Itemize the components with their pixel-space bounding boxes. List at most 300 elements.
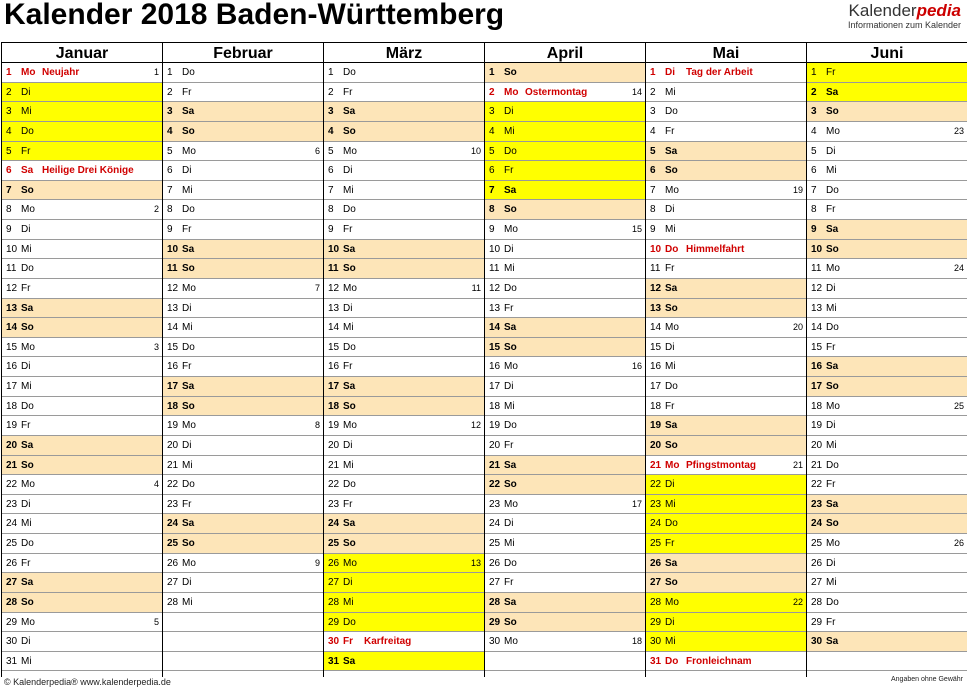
month-column-5 [806,42,967,677]
day-row [324,83,484,103]
day-number: 14 [650,322,662,334]
day-number: 24 [650,518,662,530]
day-row [163,475,323,495]
day-number: 1 [328,67,334,78]
day-number: 20 [489,439,501,451]
weekday: Fr [826,67,836,78]
day-row [646,632,806,652]
day-number: 4 [811,125,817,137]
week-number: 19 [792,184,803,195]
weekday: Fr [665,538,675,549]
day-number: 19 [489,420,501,432]
day-number: 7 [167,184,173,196]
day-row [2,652,162,672]
weekday: Di [21,361,31,373]
weekday: Sa [343,243,356,255]
day-number: 1 [6,67,12,78]
weekday: Do [504,282,517,294]
day-row [646,142,806,162]
day-number: 9 [489,224,495,235]
weekday: Sa [665,420,678,432]
day-number: 22 [167,479,179,491]
weekday: Mi [21,243,32,255]
weekday: Mi [21,106,32,118]
weekday: So [21,322,34,334]
weekday: Fr [665,400,675,412]
day-row [807,181,967,201]
day-number: 8 [489,204,495,216]
weekday: Do [826,184,839,196]
day-row [485,456,645,476]
weekday: Sa [665,282,678,294]
day-row [163,397,323,417]
month-header: Januar [2,42,162,63]
day-row [163,573,323,593]
day-row [646,652,806,672]
day-row [807,475,967,495]
weekday: Di [21,636,31,648]
weekday: So [665,577,678,589]
day-number: 9 [811,224,817,235]
day-row [163,318,323,338]
weekday: Do [21,538,34,549]
weekday: Di [182,165,192,177]
week-number: 21 [792,459,803,470]
weekday: Sa [21,165,34,177]
weekday: Mi [182,322,193,334]
weekday: Di [504,381,514,392]
day-row [485,299,645,319]
weekday: Do [826,322,839,334]
weekday: Do [343,616,356,628]
weekday: Do [343,67,356,78]
holiday-name: Himmelfahrt [686,243,745,255]
weekday: Di [665,341,675,353]
day-number: 18 [6,400,18,412]
weekday: Do [343,204,356,216]
day-number: 12 [650,282,662,294]
day-row [485,534,645,554]
day-row [807,259,967,279]
day-row [2,83,162,103]
empty-day-row [485,652,645,672]
day-number: 2 [6,86,12,98]
day-row [646,436,806,456]
day-row [485,554,645,574]
weekday: Fr [826,616,836,628]
weekday: Mi [182,459,193,471]
day-number: 11 [811,263,822,275]
day-number: 15 [650,341,662,353]
weekday: Di [826,557,836,569]
weekday: Di [182,302,192,314]
weekday: Sa [182,243,195,255]
day-number: 14 [328,322,340,334]
weekday: Fr [21,145,31,157]
week-number: 24 [953,263,964,274]
weekday: So [826,106,839,118]
day-row [2,357,162,377]
day-row [2,416,162,436]
weekday: Fr [504,577,514,589]
weekday: So [21,459,34,471]
day-number: 8 [328,204,334,216]
day-number: 23 [489,498,501,510]
day-number: 28 [489,596,501,608]
day-number: 17 [489,381,501,392]
weekday: Sa [504,459,517,471]
weekday: So [182,125,195,137]
day-row [646,377,806,397]
day-row [324,495,484,515]
day-row [807,240,967,260]
day-row [2,279,162,299]
weekday: Di [826,145,836,157]
weekday: Mo [182,145,196,157]
day-number: 11 [6,263,17,275]
day-number: 14 [167,322,179,334]
day-row [807,495,967,515]
day-number: 30 [811,636,823,648]
day-row [324,63,484,83]
day-row [807,613,967,633]
weekday: So [665,165,678,177]
weekday: Di [504,106,514,118]
holiday-name: Ostermontag [525,86,588,98]
day-number: 30 [6,636,18,648]
weekday: Di [826,420,836,432]
weekday: Di [343,439,353,451]
day-row [646,200,806,220]
day-row [646,495,806,515]
day-row [485,220,645,240]
day-row [646,593,806,613]
weekday: Mo [504,498,518,510]
day-row [807,573,967,593]
weekday: Mi [21,518,32,530]
day-row [646,122,806,142]
day-number: 10 [328,243,340,255]
weekday: Fr [343,224,353,235]
day-row [163,63,323,83]
day-number: 20 [328,439,340,451]
day-number: 21 [650,459,662,471]
day-number: 16 [489,361,501,373]
day-row [2,593,162,613]
day-number: 18 [489,400,501,412]
weekday: Mi [665,224,676,235]
weekday: Fr [826,204,836,216]
weekday: Mi [665,361,676,373]
weekday: Do [665,518,678,530]
weekday: Mo [182,420,196,432]
weekday: Mi [665,636,676,648]
day-number: 4 [489,125,495,137]
day-row [485,416,645,436]
week-number: 1 [153,67,159,77]
weekday: Sa [21,439,34,451]
day-row [324,613,484,633]
day-row [324,416,484,436]
day-number: 3 [811,106,817,118]
day-row [163,279,323,299]
day-number: 19 [167,420,179,432]
weekday: So [826,518,839,530]
weekday: Sa [504,184,517,196]
day-number: 9 [328,224,334,235]
day-number: 17 [650,381,662,392]
weekday: So [182,263,195,275]
day-number: 29 [811,616,823,628]
weekday: Sa [826,224,839,235]
day-row [646,299,806,319]
day-number: 15 [6,341,18,353]
weekday: Mo [343,145,357,157]
weekday: Mo [21,616,35,628]
day-row [2,63,162,83]
weekday: Di [182,439,192,451]
weekday: Fr [182,498,192,510]
day-number: 23 [167,498,179,510]
holiday-name: Heilige Drei Könige [42,165,134,177]
day-number: 27 [811,577,823,589]
weekday: Di [665,479,675,491]
day-number: 21 [328,459,340,471]
brand-logo[interactable] [848,2,961,31]
day-number: 25 [328,538,340,549]
day-number: 1 [167,67,173,78]
weekday: Mo [504,636,518,648]
week-number: 12 [470,420,481,431]
day-row [163,338,323,358]
day-row [324,318,484,338]
day-row [163,142,323,162]
weekday: Fr [665,125,675,137]
day-number: 5 [489,145,495,157]
day-number: 15 [811,341,823,353]
day-row [646,220,806,240]
day-number: 5 [6,145,12,157]
weekday: So [343,400,356,412]
month-header: Mai [646,42,806,63]
weekday: Mi [21,655,32,667]
weekday: Mo [182,282,196,294]
weekday: Do [504,145,517,157]
day-row [2,299,162,319]
day-row [324,652,484,672]
holiday-name: Neujahr [42,67,80,78]
footer-copyright: © Kalenderpedia® www.kalenderpedia.de [4,677,171,687]
weekday: Do [504,420,517,432]
day-row [324,279,484,299]
day-number: 21 [6,459,18,471]
day-number: 30 [650,636,662,648]
day-number: 11 [489,263,500,275]
day-row [324,397,484,417]
weekday: Sa [826,498,839,510]
day-row [2,534,162,554]
day-row [485,279,645,299]
holiday-name: Tag der Arbeit [686,67,753,78]
day-row [163,456,323,476]
weekday: Mo [826,400,840,412]
day-row [324,475,484,495]
day-number: 3 [489,106,495,118]
day-number: 14 [489,322,501,334]
day-row [646,475,806,495]
day-number: 21 [489,459,501,471]
weekday: So [504,341,517,353]
day-number: 12 [811,282,823,294]
day-number: 25 [650,538,662,549]
weekday: Di [665,616,675,628]
weekday: Sa [182,106,195,118]
day-number: 12 [6,282,18,294]
day-number: 19 [811,420,823,432]
day-row [2,632,162,652]
week-number: 6 [314,145,320,156]
day-number: 20 [811,439,823,451]
day-row [324,299,484,319]
day-number: 11 [167,263,178,275]
weekday: Di [665,67,675,78]
day-row [646,338,806,358]
holiday-name: Fronleichnam [686,655,752,667]
day-number: 6 [328,165,334,177]
day-row [163,416,323,436]
day-row [485,318,645,338]
weekday: Mi [343,459,354,471]
weekday: Mo [21,341,35,353]
day-number: 20 [650,439,662,451]
day-row [163,102,323,122]
day-row [2,220,162,240]
day-number: 29 [6,616,18,628]
day-row [485,514,645,534]
weekday: Do [182,204,195,216]
day-row [646,456,806,476]
day-number: 4 [6,125,12,137]
weekday: Sa [343,381,356,392]
day-number: 28 [167,596,179,608]
weekday: Di [504,243,514,255]
day-number: 29 [328,616,340,628]
holiday-name: Pfingstmontag [686,459,756,471]
day-number: 24 [811,518,823,530]
week-number: 3 [153,341,159,352]
weekday: So [826,381,839,392]
weekday: Di [21,86,31,98]
weekday: Mi [21,381,32,392]
day-row [2,456,162,476]
weekday: Mo [826,263,840,275]
footer-disclaimer: Angaben ohne Gewähr [891,676,963,683]
day-row [807,318,967,338]
day-row [324,338,484,358]
weekday: Mi [826,577,837,589]
weekday: Di [343,302,353,314]
day-number: 5 [650,145,656,157]
day-row [324,357,484,377]
week-number: 18 [631,636,642,647]
day-row [163,357,323,377]
day-row [2,240,162,260]
day-row [2,573,162,593]
weekday: So [504,204,517,216]
empty-day-row [163,613,323,633]
day-number: 25 [811,538,823,549]
day-row [807,63,967,83]
day-number: 11 [328,263,339,275]
weekday: Mi [343,322,354,334]
weekday: Mi [665,498,676,510]
day-row [485,102,645,122]
day-row [163,240,323,260]
day-number: 10 [167,243,179,255]
empty-day-row [163,632,323,652]
day-row [2,377,162,397]
day-row [485,632,645,652]
day-number: 27 [328,577,340,589]
week-number: 16 [631,361,642,372]
weekday: Fr [21,420,31,432]
weekday: Sa [343,655,356,667]
day-row [2,514,162,534]
weekday: Fr [343,86,353,98]
day-number: 6 [6,165,12,177]
weekday: Mi [504,125,515,137]
day-number: 27 [6,577,18,589]
day-row [807,416,967,436]
weekday: Mo [504,224,518,235]
day-row [2,436,162,456]
day-row [2,338,162,358]
day-row [485,161,645,181]
week-number: 5 [153,616,159,627]
day-number: 26 [811,557,823,569]
day-row [2,102,162,122]
weekday: Di [343,577,353,589]
weekday: Sa [826,636,839,648]
weekday: Fr [182,86,192,98]
weekday: So [504,616,517,628]
day-row [807,83,967,103]
day-number: 2 [167,86,173,98]
weekday: Sa [182,518,195,530]
day-row [807,220,967,240]
weekday: Do [182,67,195,78]
weekday: Do [343,479,356,491]
weekday: Do [665,381,678,392]
weekday: Do [665,243,679,255]
day-number: 25 [6,538,18,549]
day-number: 27 [489,577,501,589]
day-row [807,161,967,181]
day-number: 3 [650,106,656,118]
day-row [163,83,323,103]
day-row [163,593,323,613]
day-row [807,102,967,122]
day-row [807,357,967,377]
day-number: 17 [811,381,823,392]
day-number: 25 [489,538,501,549]
day-row [324,632,484,652]
day-number: 5 [328,145,334,157]
weekday: Mo [665,184,679,196]
day-number: 9 [6,224,12,235]
week-number: 14 [631,86,642,97]
day-row [807,279,967,299]
